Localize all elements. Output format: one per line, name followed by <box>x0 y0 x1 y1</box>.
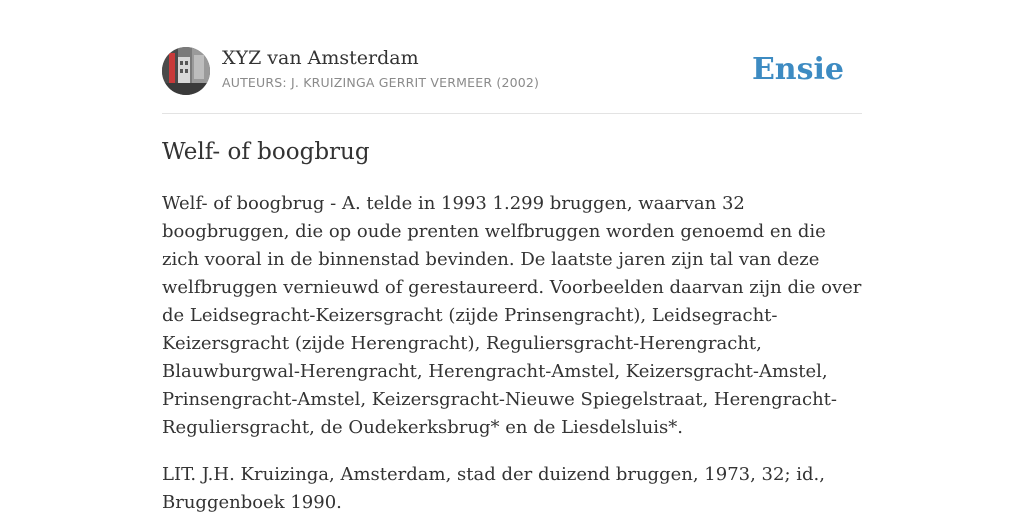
book-cover-avatar[interactable] <box>162 47 210 95</box>
entry-title: Welf- of boogbrug <box>162 139 370 165</box>
book-cover-image <box>162 47 210 95</box>
entry-literature: LIT. J.H. Kruizinga, Amsterdam, stad der duizend bruggen, 1973, 32; id., Bruggenboek 1990. <box>162 464 825 512</box>
ensie-logo[interactable]: Ensie <box>751 52 844 87</box>
book-authors: AUTEURS: J. KRUIZINGA GERRIT VERMEER (2002) <box>222 75 540 90</box>
content-container <box>162 0 862 512</box>
entry-body <box>162 190 866 512</box>
book-header <box>162 0 862 114</box>
book-title[interactable]: XYZ van Amsterdam <box>222 47 419 69</box>
entry-paragraph: Welf- of boogbrug - A. telde in 1993 1.299 bruggen, waarvan 32 boogbruggen, die op oude prenten welfbruggen worden genoemd en die zich vooral in de binnenstad bevinden. De laatste jaren zijn tal van deze welfbruggen vernieuwd of gerestaureerd. Voorbeelden daarvan zijn die over de Leidsegracht-Keizersgracht (zijde Prinsengracht), Leidsegracht-Keizersgracht (zijde Herengracht), Reguliersgracht-Herengracht, Blauwburgwal-Herengracht, Herengracht-Amstel, Keizersgracht-Amstel, Prinsengracht-Amstel, Keizersgracht-Nieuwe Spiegelstraat, Herengracht-Reguliersgracht, de Oudekerksbrug* en de Liesdelsluis*. <box>162 193 862 438</box>
